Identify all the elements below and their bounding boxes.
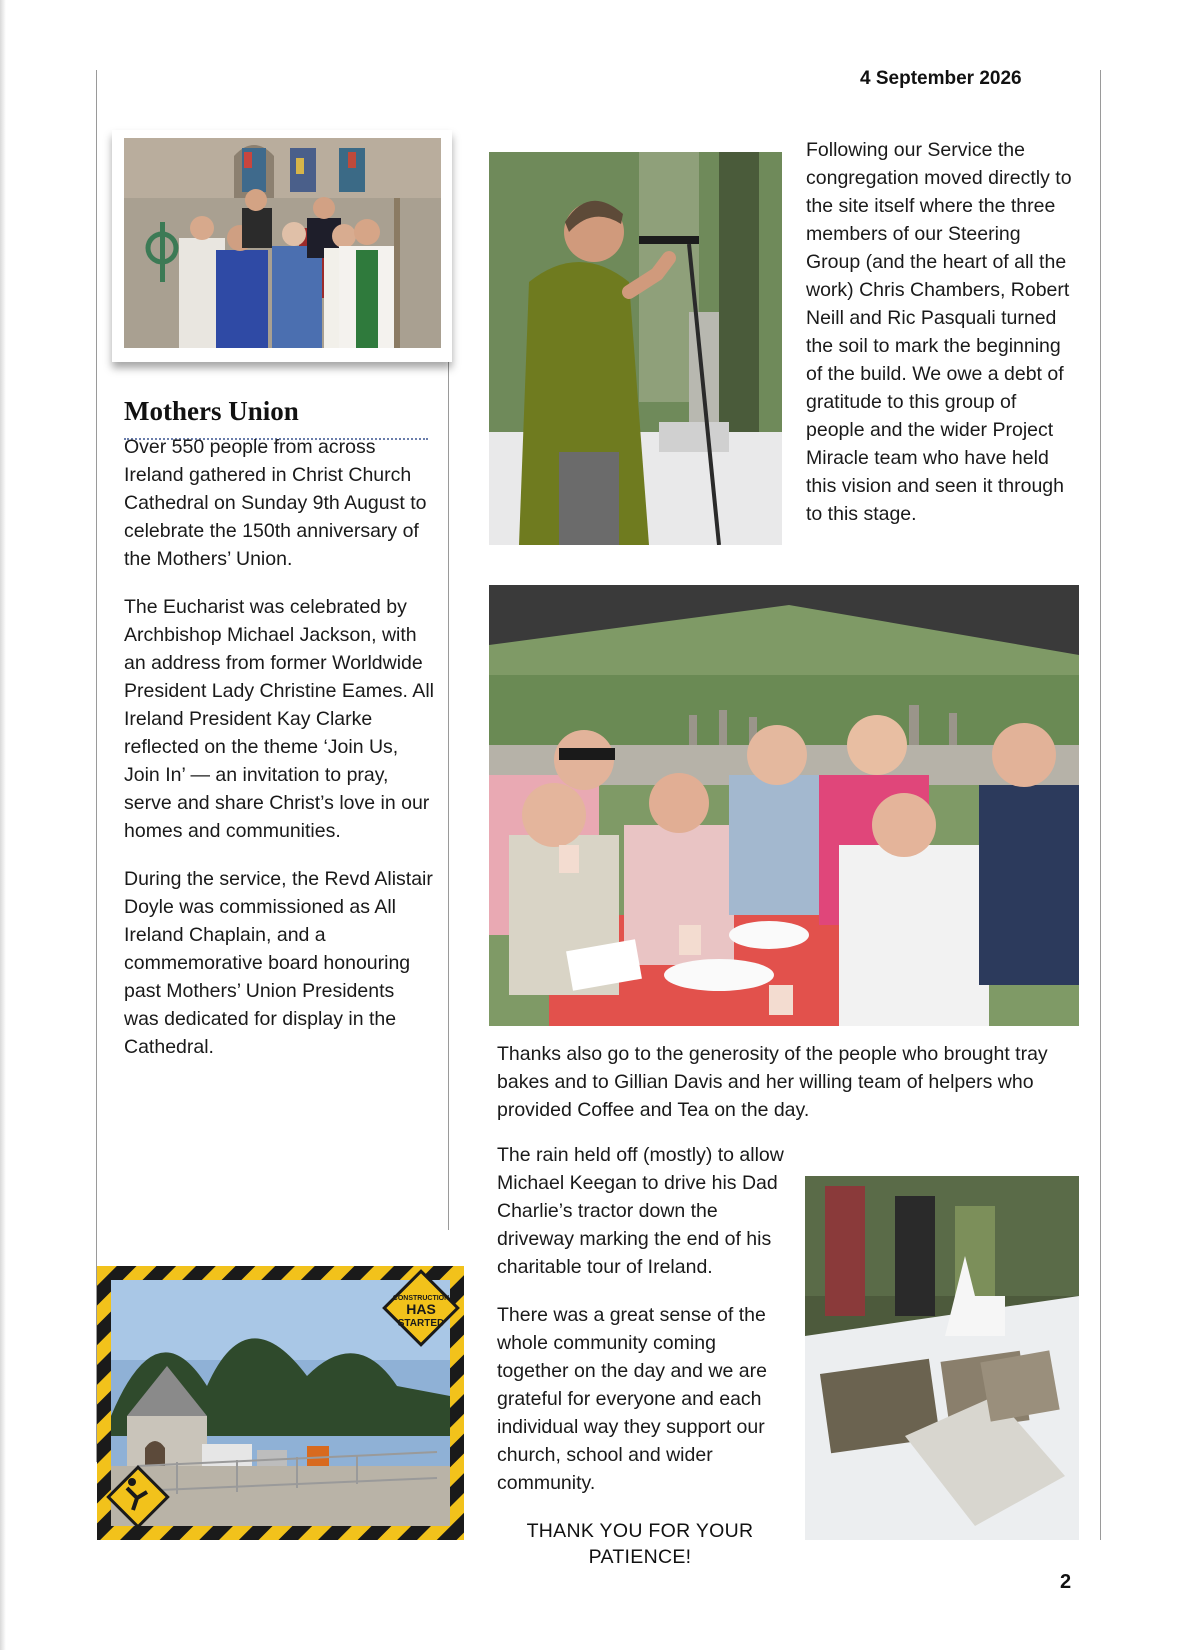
mothers-union-paragraph-3: During the service, the Revd Alistair Doyle was commissioned as All Ireland Chaplain, and a commemorative board honouring past Mothers’ Union Presidents was dedicated for display in the Cathedral. [124, 868, 433, 1058]
page-edge-shadow [0, 0, 6, 1650]
section-heading-mothers-union: Mothers Union [124, 396, 299, 426]
left-margin-rule [96, 70, 97, 1462]
thanks-paragraph: Thanks also go to the generosity of the people who brought tray bakes and to Gillian Davis and her willing team of helpers who provided Coffee and Tea on the day. [497, 1043, 1048, 1121]
page-number: 2 [1060, 1571, 1072, 1593]
speaker-microphone-photo [489, 152, 782, 545]
closing-thank-you: THANK YOU FOR YOUR PATIENCE! [526, 1520, 754, 1568]
tractor-paragraph: The rain held off (mostly) to allow Michael Keegan to drive his Dad Charlie’s tractor down the driveway marking the end of his charitable tour of Ireland. [497, 1144, 784, 1278]
group-women-table-photo [489, 585, 1079, 1026]
sign-line-3: STARTED [397, 1318, 445, 1329]
cathedral-group-photo [124, 138, 441, 348]
right-top-text [806, 136, 1076, 528]
tractor-text [497, 1141, 787, 1497]
community-paragraph: There was a great sense of the whole community coming together on the day and we are grateful for everyone and each individual way they support our church, school and wider community. [497, 1304, 767, 1494]
issue-date: 4 September 2026 [860, 68, 1022, 89]
cathedral-group-photo-frame [112, 130, 452, 362]
thanks-text [497, 1040, 1077, 1124]
sign-line-1: CONSTRUCTION [392, 1295, 450, 1302]
mothers-union-paragraph-1: Over 550 people from across Ireland gathered in Christ Church Cathedral on Sunday 9th August to celebrate the 150th anniversary of the Mothers’ Union. [124, 436, 427, 570]
construction-site-photo [97, 1266, 464, 1540]
right-margin-rule [1100, 70, 1101, 1540]
steering-group-paragraph: Following our Service the congregation moved directly to the site itself where the three members of our Steering Group (and the heart of all the work) Chris Chambers, Robert Neill and Ric Pasquali turned the soil to mark the beginning of the build. We owe a debt of gratitude to this group of people and the wider Project Miracle team who have held this vision and seen it through to this stage. [806, 139, 1072, 525]
mothers-union-paragraph-2: The Eucharist was celebrated by Archbishop Michael Jackson, with an address from former Worldwide President Lady Christine Eames. All Ireland President Kay Clarke reflected on the theme ‘Join Us, Join In’ — an invitation to pray, serve and share Christ’s love in our homes and communities. [124, 596, 434, 842]
building-models-table-photo [805, 1176, 1079, 1540]
sign-line-2: HAS [406, 1301, 436, 1317]
left-column-text [124, 433, 434, 1061]
